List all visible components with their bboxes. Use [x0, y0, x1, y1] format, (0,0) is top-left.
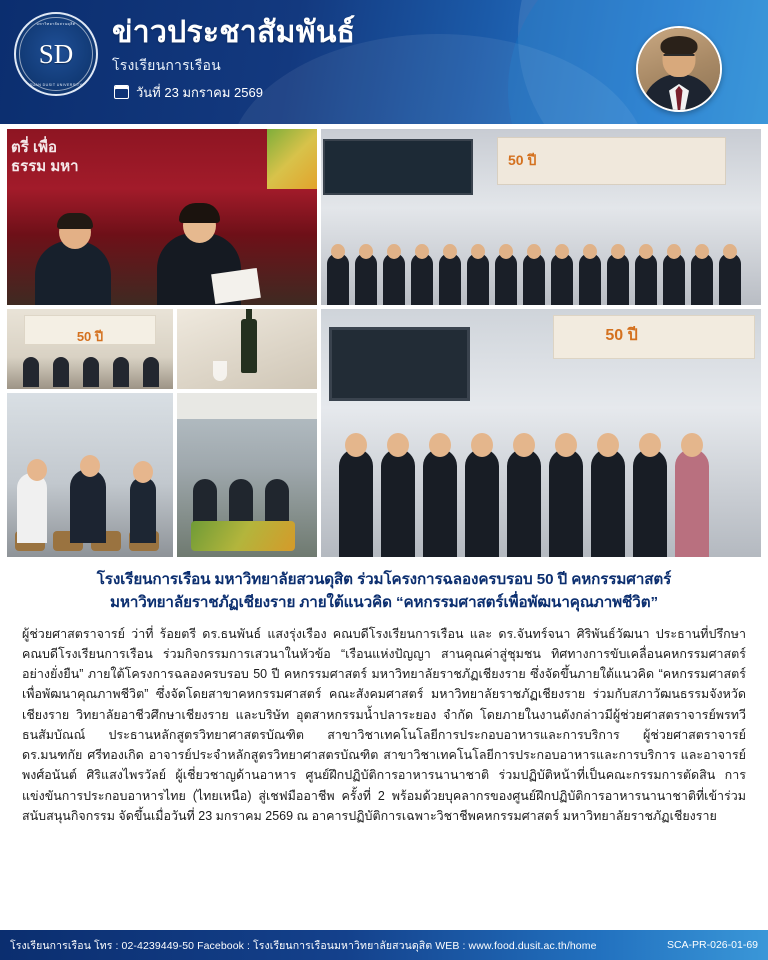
photo-backdrop-text: ตรี่ เพื่อ ธรรม มหา [11, 139, 79, 175]
logo-bottom-text: SUAN DUSIT UNIVERSITY [29, 83, 83, 87]
portrait-hair [661, 36, 698, 56]
logo-top-text: มหาวิทยาลัยสวนดุสิต [36, 22, 76, 26]
photo-banner-text: 50 ปี [605, 327, 638, 344]
logo-ring [19, 17, 93, 91]
executive-portrait [636, 26, 722, 112]
photo-product-display [177, 309, 317, 389]
photo-collage [7, 129, 761, 559]
photo-paper-sheet [211, 268, 261, 304]
article-content [0, 559, 768, 826]
header-titles [112, 16, 355, 77]
footer-contact: โรงเรียนการเรือน โทร : 02-4239449-50 Facebook : โรงเรียนการเรือนมหาวิทยาลัยสวนดุสิต WEB : www.food.dusit.ac.th/home [10, 939, 597, 952]
photo-event-banner [497, 137, 726, 185]
poster-footer [0, 930, 768, 960]
logo-monogram: SD [38, 38, 74, 69]
photo-banner-text: 50 ปี [76, 329, 104, 344]
photo-interview-baskets [7, 393, 173, 557]
photo-decor-produce [267, 129, 317, 189]
photo-group-large [321, 309, 761, 557]
photo-produce-table [191, 521, 295, 551]
photo-display-screen [329, 327, 470, 401]
photo-bottle [241, 319, 257, 373]
publish-date [112, 80, 263, 103]
poster-header [0, 0, 768, 124]
photo-person-hair [179, 203, 220, 223]
photo-person-hair [57, 213, 93, 229]
footer-document-code: SCA-PR-026-01-69 [666, 939, 758, 951]
photo-display-screen [323, 139, 473, 195]
photo-person [17, 473, 47, 543]
photo-glass [213, 361, 227, 381]
article-headline-line-1: โรงเรียนการเรือน มหาวิทยาลัยสวนดุสิต ร่วมโครงการฉลองครบรอบ 50 ปี คหกรรมศาสตร์ [96, 571, 672, 588]
page-subtitle: โรงเรียนการเรือน [112, 56, 221, 73]
photo-stage-banner [24, 315, 157, 345]
article-headline [22, 569, 746, 615]
photo-tent-roof [177, 393, 317, 419]
university-logo [14, 12, 98, 96]
photo-market-booth [177, 393, 317, 557]
article-headline-line-2: มหาวิทยาลัยราชภัฏเชียงราย ภายใต้แนวคิด “คหกรรมศาสตร์เพื่อพัฒนาคุณภาพชีวิต” [110, 593, 658, 611]
publish-date-label: วันที่ 23 มกราคม 2569 [136, 85, 263, 100]
photo-banner-text: 50 ปี [508, 152, 537, 168]
page-title: ข่าวประชาสัมพันธ์ [112, 16, 356, 49]
photo-people-row [321, 249, 761, 305]
article-body: ผู้ช่วยศาสตราจารย์ ว่าที่ ร้อยตรี ดร.ธนพันธ์ แสงรุ่งเรือง คณบดีโรงเรียนการเรือน และ ดร.จันทร์จนา ศิริพันธ์วัฒนา ประธานที่ปรึกษาคณบดีโรงเรียนการเรือน ร่วมกิจกรรมการเสวนาในหัวข้อ “เรือนแห่งปัญญา สานคุณค่าสู่ชุมชน ทิศทางการขับเคลื่อนคหกรรมศาสตร์อย่างยั่งยืน” ภายใต้โครงการฉลองครบรอบ 50 ปี คหกรรมศาสตร์ มหาวิทยาลัยราชภัฏเชียงราย ซึ่งจัดขึ้นภายใต้แนวคิด “คหกรรมศาสตร์เพื่อพัฒนาคุณภาพชีวิต” ซึ่งจัดโดยสาขาคหกรรมศาสตร์ คณะสังคมศาสตร์ มหาวิทยาลัยราชภัฏเชียงราย ร่วมกับสภาวัฒนธรรมจังหวัดเชียงราย วิทยาลัยอาชีวศึกษาเชียงราย และบริษัท อุตสาหกรรมน้ำปลาระยอง จำกัด โดยภายในงานดังกล่าวมีผู้ช่วยศาสตราจารย์พรทวี ธนสัมบัณณ์ ประธานหลักสูตรวิทยาศาสตรบัณฑิต สาขาวิชาเทคโนโลยีการประกอบอาหารและการบริการ ผู้ช่วยศาสตราจารย์ ดร.มนฑกัย ศรีทองเกิด อาจารย์ประจำหลักสูตรวิทยาศาสตรบัณฑิต สาขาวิชาเทคโนโลยีการประกอบอาหารและการบริการ และอาจารย์พงศ์อนันต์ ศิริแสงไพรวัลย์ ผู้เชี่ยวชาญด้านอาหาร ศูนย์ฝึกปฏิบัติการอาหารนานาชาติ ร่วมปฏิบัติหน้าที่เป็นคณะกรรมการตัดสิน การแข่งขันการประกอบอาหารไทย (ไทยเหนือ) สู่เชฟมืออาชีพ ครั้งที่ 2 พร้อมด้วยบุคลากรของศูนย์ฝึกปฏิบัติการอาหารนานาชาติที่เข้าร่วมสนับสนุนกิจกรรม จัดขึ้นเมื่อวันที่ 23 มกราคม 2569 ณ อาคารปฏิบัติการเฉพาะวิชาชีพคหกรรมศาสตร์ มหาวิทยาลัยราชภัฏเชียงราย [22, 626, 746, 823]
photo-event-banner [553, 315, 755, 359]
portrait-glasses [664, 54, 695, 62]
photo-two-speakers [7, 129, 317, 305]
photo-person [70, 469, 106, 543]
photo-group-podium [321, 129, 761, 305]
photo-person [35, 241, 111, 305]
photo-panel-discussion [7, 309, 173, 389]
